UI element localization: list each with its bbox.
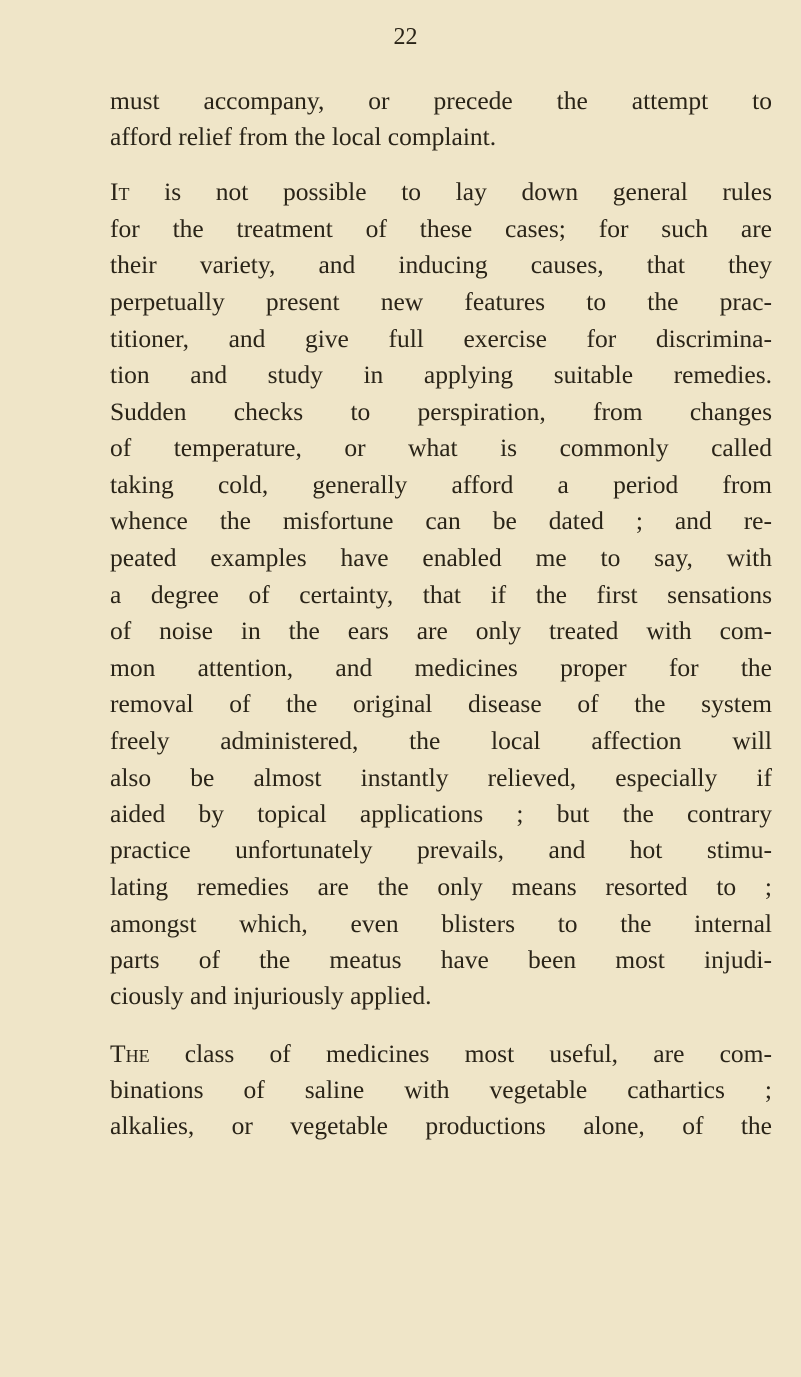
text-line: of noise in the ears are only treated with com-: [110, 616, 772, 645]
text-line: alkalies, or vegetable productions alone, of the: [110, 1111, 772, 1140]
text-line: a degree of certainty, that if the first sensations: [110, 580, 772, 609]
text-line: [110, 1039, 772, 1069]
text-line: for the treatment of these cases; for such are: [110, 214, 772, 243]
text-line: mon attention, and medicines proper for the: [110, 653, 772, 682]
text-line: [110, 177, 772, 207]
text-line: freely administered, the local affection will: [110, 726, 772, 755]
text-line: Sudden checks to perspiration, from changes: [110, 397, 772, 426]
text-line: removal of the original disease of the system: [110, 689, 772, 718]
page-number: 22: [393, 24, 418, 50]
text-line: taking cold, generally afford a period from: [110, 470, 772, 499]
text-line: lating remedies are the only means resorted to ;: [110, 872, 772, 901]
drop-lead: It: [110, 177, 130, 206]
text-line: binations of saline with vegetable cathartics ;: [110, 1075, 772, 1104]
text-span: class of medicines most useful, are com-: [149, 1039, 772, 1068]
text-line: perpetually present new features to the prac-: [110, 287, 772, 316]
text-span: is not possible to lay down general rules: [129, 177, 772, 206]
text-line: amongst which, even blisters to the internal: [110, 909, 772, 938]
text-line: ciously and injuriously applied.: [110, 981, 432, 1010]
text-line: must accompany, or precede the attempt to: [110, 86, 772, 115]
text-line: practice unfortunately prevails, and hot stimu-: [110, 835, 772, 864]
text-line: aided by topical applications ; but the contrary: [110, 799, 772, 828]
text-line: afford relief from the local complaint.: [110, 122, 497, 151]
text-line: their variety, and inducing causes, that they: [110, 250, 772, 279]
text-line: of temperature, or what is commonly called: [110, 433, 772, 462]
text-line: titioner, and give full exercise for discrimina-: [110, 324, 772, 353]
text-line: also be almost instantly relieved, especially if: [110, 763, 772, 792]
text-line: whence the misfortune can be dated ; and re-: [110, 506, 772, 535]
text-line: peated examples have enabled me to say, with: [110, 543, 772, 572]
text-line: tion and study in applying suitable remedies.: [110, 360, 772, 389]
text-line: parts of the meatus have been most injudi-: [110, 945, 772, 974]
drop-lead: The: [110, 1039, 150, 1068]
